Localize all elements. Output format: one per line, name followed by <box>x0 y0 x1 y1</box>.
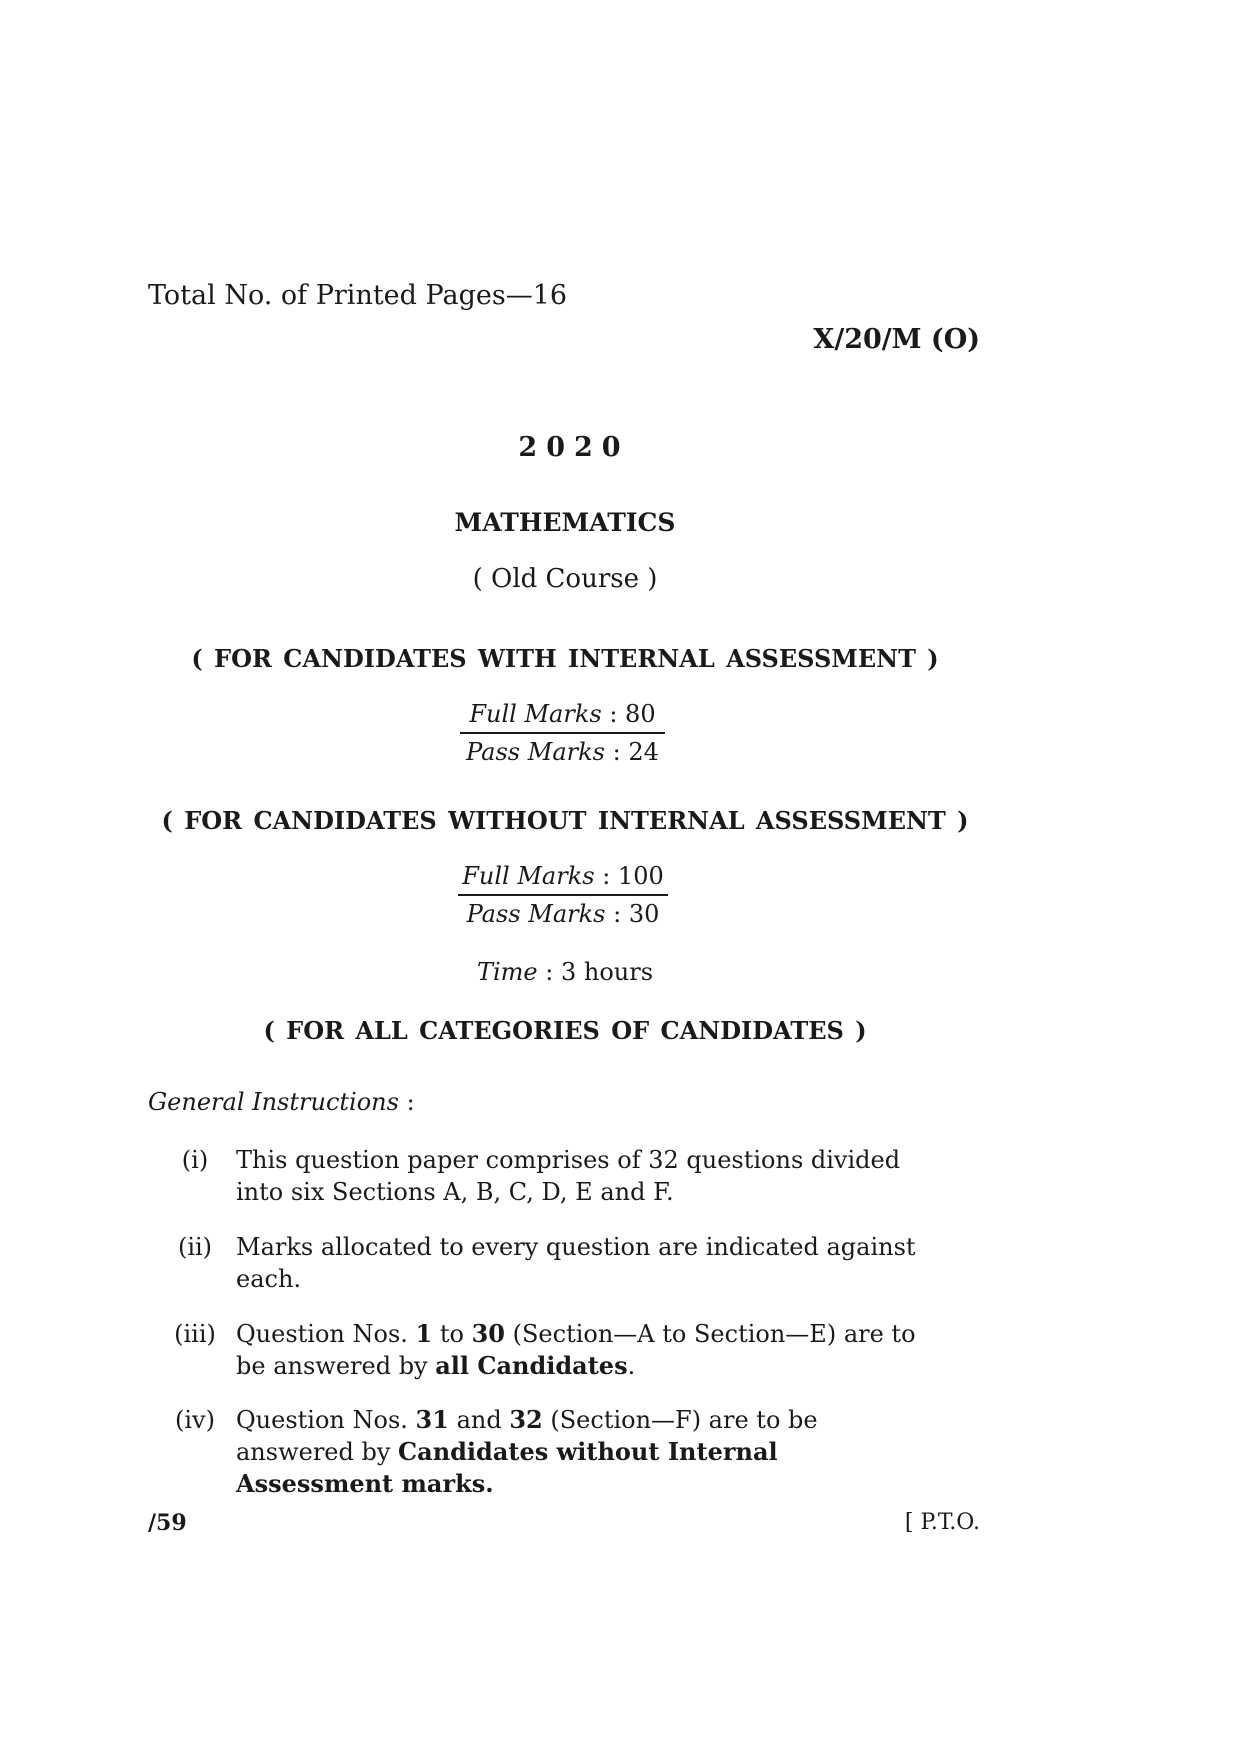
with-ia-pass-marks: Pass Marks : 24 <box>466 738 659 766</box>
instruction-text: This question paper comprises of 32 questions divided into six Sections A, B, C, D, E and F. <box>236 1146 901 1206</box>
course-label: ( Old Course ) <box>472 564 658 594</box>
exam-time: Time : 3 hours <box>476 958 654 986</box>
instruction-text: Question Nos. 1 to 30 (Section—A to Section—E) are to be answered by all Candidates. <box>236 1319 916 1380</box>
instruction-item <box>170 1231 940 1295</box>
footer-pto: [ P.T.O. <box>904 1510 980 1535</box>
instruction-item <box>170 1404 940 1500</box>
without-ia-full-marks: Full Marks : 100 <box>458 858 668 896</box>
instruction-number: (i) <box>181 1146 209 1174</box>
instruction-number: (ii) <box>177 1233 213 1261</box>
instruction-text: Marks allocated to every question are indicated against each. <box>236 1233 916 1293</box>
instruction-item <box>170 1318 940 1382</box>
all-categories-heading: ( FOR ALL CATEGORIES OF CANDIDATES ) <box>263 1016 867 1045</box>
with-ia-heading: ( FOR CANDIDATES WITH INTERNAL ASSESSMENT ) <box>191 644 939 673</box>
instruction-number: (iii) <box>174 1320 216 1348</box>
with-ia-marks <box>460 696 665 770</box>
instruction-text: Question Nos. 31 and 32 (Section—F) are to be answered by Candidates without Internal Assessment marks. <box>236 1405 818 1498</box>
general-instructions-heading: General Instructions : <box>148 1088 415 1116</box>
without-ia-pass-marks: Pass Marks : 30 <box>466 900 660 928</box>
without-ia-marks <box>458 858 668 932</box>
instruction-item <box>170 1144 940 1208</box>
paper-code: X/20/M (O) <box>813 324 980 355</box>
footer-code: /59 <box>148 1510 187 1536</box>
exam-year: 2020 <box>518 432 630 463</box>
instruction-number: (iv) <box>175 1406 215 1434</box>
without-ia-heading: ( FOR CANDIDATES WITHOUT INTERNAL ASSESSMENT ) <box>161 806 969 835</box>
with-ia-full-marks: Full Marks : 80 <box>460 696 665 734</box>
printed-pages-note: Total No. of Printed Pages—16 <box>148 280 568 311</box>
subject-title: MATHEMATICS <box>454 508 676 537</box>
